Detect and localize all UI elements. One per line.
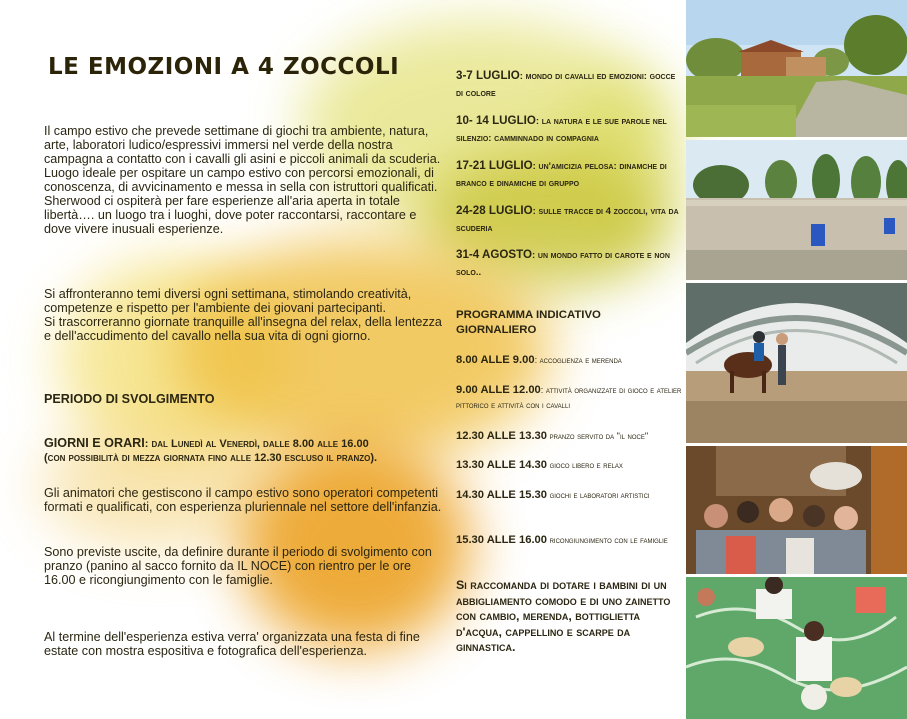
themes-block [44,287,444,343]
program-heading: PROGRAMMA INDICATIVO GIORNALIERO [456,309,601,336]
hours-text: : dal Lunedì al Venerdì, dalle 8.00 alle 16.00 [144,438,369,450]
week-item [456,202,680,237]
schedule-activity: gioco libero e relax [547,460,623,470]
riding-arena-photo [686,283,907,443]
week-date: 24-28 LUGLIO [456,204,533,217]
schedule-item [456,383,682,413]
schedule-time: 12.30 ALLE 13.30 [456,430,548,442]
schedule-time: 14.30 ALLE 15.30 [456,489,548,501]
week-theme: : mondo di cavalli ed emozioni: gocce di colore [456,71,676,99]
week-date: 17-21 LUGLIO [456,159,533,172]
hours-label: GIORNI E ORARI [44,436,145,450]
week-theme: : la natura e le sue parole nel silenzio: camminnado in compagnia [456,116,667,144]
schedule-activity: ricongiungimento con le famiglie [547,535,668,545]
week-date: 31-4 AGOSTO [456,248,533,261]
intro-block [44,124,444,236]
schedule-column [456,0,680,719]
staff-paragraph: Gli animatori che gestiscono il campo estivo sono operatori competenti formati e qualificati, con esperienza pluriennale nel settore dell'infanzia. [44,486,442,514]
schedule-item [456,429,682,444]
schedule-time: 15.30 ALLE 16.00 [456,534,548,546]
paddock-photo [686,140,907,280]
week-date: 10- 14 LUGLIO [456,114,536,127]
closing-paragraph: Al termine dell'esperienza estiva verra' organizzata una festa di fine estate con mostra espositiva e fotografica dell'esperienza. [44,630,420,658]
schedule-time: 9.00 ALLE 12.00 [456,384,541,396]
schedule-item [456,488,682,503]
themes-paragraph: Si affronteranno temi diversi ogni settimana, stimolando creatività, competenze e rispetto per l'ambiente dei giovani partecipanti. [44,287,412,315]
page-title: LE EMOZIONI A 4 ZOCCOLI [48,54,400,80]
intro-paragraph: Il campo estivo che prevede settimane di giochi tra ambiente, natura, arte, laboratori ludico/espressivi immersi nel verde della nostra campagna a contatto con i cavalli gli asini e piccoli animali da scuderia. [44,124,441,166]
schedule-time: 13.30 ALLE 14.30 [456,459,548,471]
week-theme: : sulle tracce di 4 zoccoli, vita da scuderia [456,206,679,234]
week-item [456,246,680,281]
recommendation-text: Si raccomanda di dotare i bambini di un abbigliamento comodo e di uno zainetto con cambio, merenda, bottiglietta d'acqua, cappellino e scarpe da ginnastica. [456,578,671,654]
stable-children-photo [686,446,907,574]
schedule-activity: : attività organizzate di gioco e atelier pittorico e attività con i cavalli [456,385,682,410]
intro-paragraph: Sherwood ci ospiterà per fare esperienze all'aria aperta in totale libertà…. un luogo tra i luoghi, dove poter raccontarsi, raccontare e dove vivere inusuali esperienze. [44,194,417,236]
outings-paragraph: Sono previste uscite, da definire durante il periodo di svolgimento con pranzo (panino al sacco fornito da IL NOCE) con rientro per le ore 16.00 e ricongiungimento con le famiglie. [44,545,432,587]
schedule-time: 8.00 ALLE 9.00 [456,354,535,366]
farmhouse-photo [686,0,907,137]
hours-block [44,436,454,465]
week-item [456,67,680,102]
schedule-item [456,458,682,473]
week-theme: : un'amicizia pelosa: dinamche di branco e dinamiche di gruppo [456,161,667,189]
intro-paragraph: Luogo ideale per ospitare un campo estivo con percorsi emozionali, di conoscenza, di avvicinamento e messa in sella con istruttori qualificati. [44,166,438,194]
period-heading: PERIODO DI SVOLGIMENTO [44,392,215,406]
schedule-item [456,353,682,368]
hours-note: (con possibilità di mezza giornata fino alle 12.30 escluso il pranzo). [44,452,378,464]
week-item [456,157,680,192]
children-drawing-photo [686,577,907,719]
schedule-activity: giochi e laboratori artistici [547,490,650,500]
schedule-item [456,533,682,548]
themes-paragraph: Si trascorreranno giornate tranquille all'insegna del relax, della lentezza e dell'accudimento del cavallo nella sua vita di ogni giorno. [44,315,442,343]
schedule-activity: : accoglienza e merenda [534,355,622,365]
week-theme: : un mondo fatto di carote e non solo.. [456,250,670,278]
schedule-activity: pranzo servito da "il noce" [547,431,649,441]
week-item [456,112,680,147]
week-date: 3-7 LUGLIO [456,69,520,82]
